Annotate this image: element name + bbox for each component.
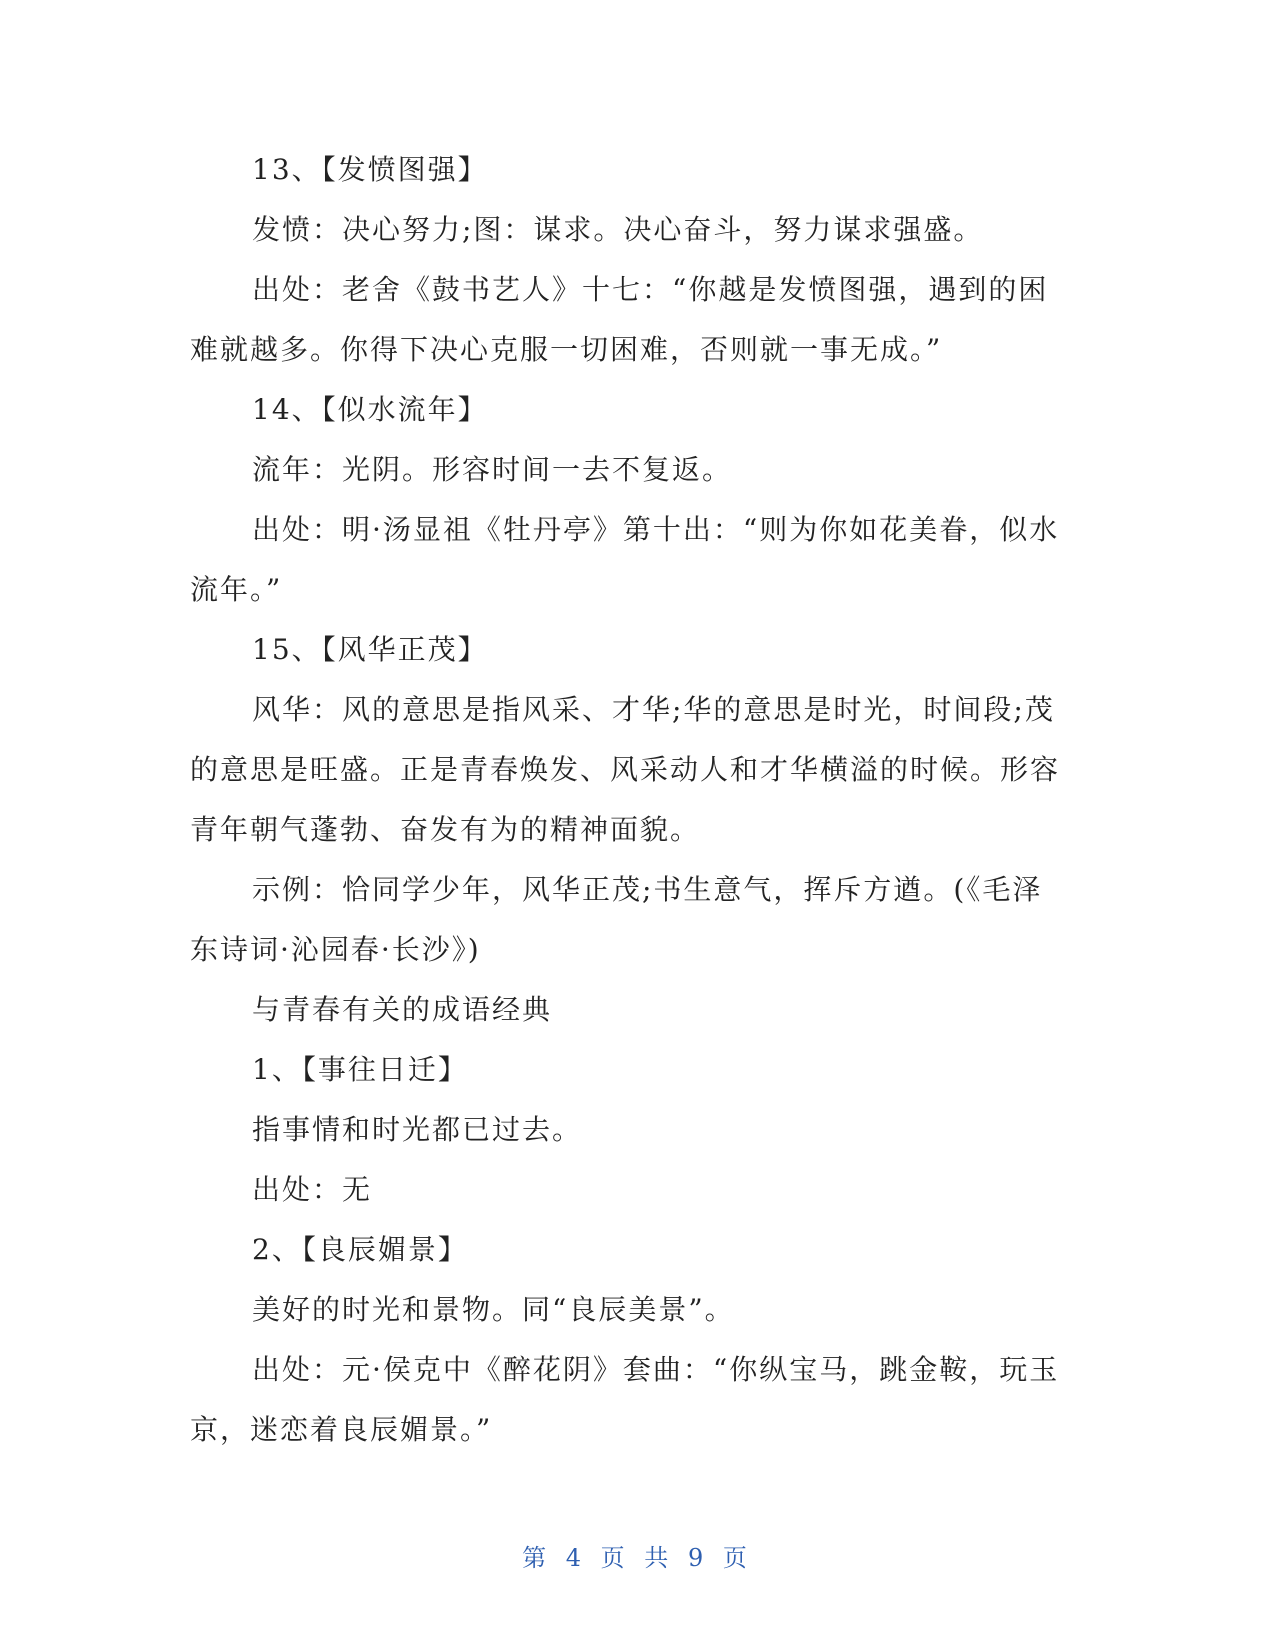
heading-1-shiwang-riqian: 1、【事往日迁】	[252, 1053, 468, 1086]
example-fenghua-zhengmao: 示例：恰同学少年，风华正茂;书生意气，挥斥方遒。(《毛泽东诗词·沁园春·长沙》)	[190, 873, 1043, 966]
source-liangchen-meijing: 出处：元·侯克中《醉花阴》套曲：“你纵宝马，跳金鞍，玩玉京，迷恋着良辰媚景。”	[190, 1353, 1060, 1446]
definition-fenghua-zhengmao: 风华：风的意思是指风采、才华;华的意思是时光，时间段;茂的意思是旺盛。正是青春焕发、风采动人和才华横溢的时候。形容青年朝气蓬勃、奋发有为的精神面貌。	[190, 693, 1061, 846]
definition-sishui-liunian: 流年：光阴。形容时间一去不复返。	[252, 453, 733, 486]
definition-fafen-tuqiang: 发愤：决心努力;图：谋求。决心奋斗，努力谋求强盛。	[252, 213, 984, 246]
definition-liangchen-meijing: 美好的时光和景物。同“良辰美景”。	[252, 1293, 735, 1326]
document-body	[190, 140, 1070, 1460]
heading-2-liangchen-meijing: 2、【良辰媚景】	[252, 1233, 468, 1266]
section-title-youth-idioms: 与青春有关的成语经典	[252, 993, 553, 1026]
source-sishui-liunian: 出处：明·汤显祖《牡丹亭》第十出：“则为你如花美眷，似水流年。”	[190, 513, 1060, 606]
heading-14-sishui-liunian: 14、【似水流年】	[252, 393, 488, 426]
heading-13-fafen-tuqiang: 13、【发愤图强】	[252, 153, 488, 186]
source-fafen-tuqiang: 出处：老舍《鼓书艺人》十七：“你越是发愤图强，遇到的困难就越多。你得下决心克服一切困难，否则就一事无成。”	[190, 273, 1049, 366]
heading-15-fenghua-zhengmao: 15、【风华正茂】	[252, 633, 488, 666]
source-shiwang-riqian: 出处：无	[252, 1173, 373, 1206]
page-number-footer: 第 4 页 共 9 页	[522, 1544, 753, 1572]
definition-shiwang-riqian: 指事情和时光都已过去。	[252, 1113, 583, 1146]
